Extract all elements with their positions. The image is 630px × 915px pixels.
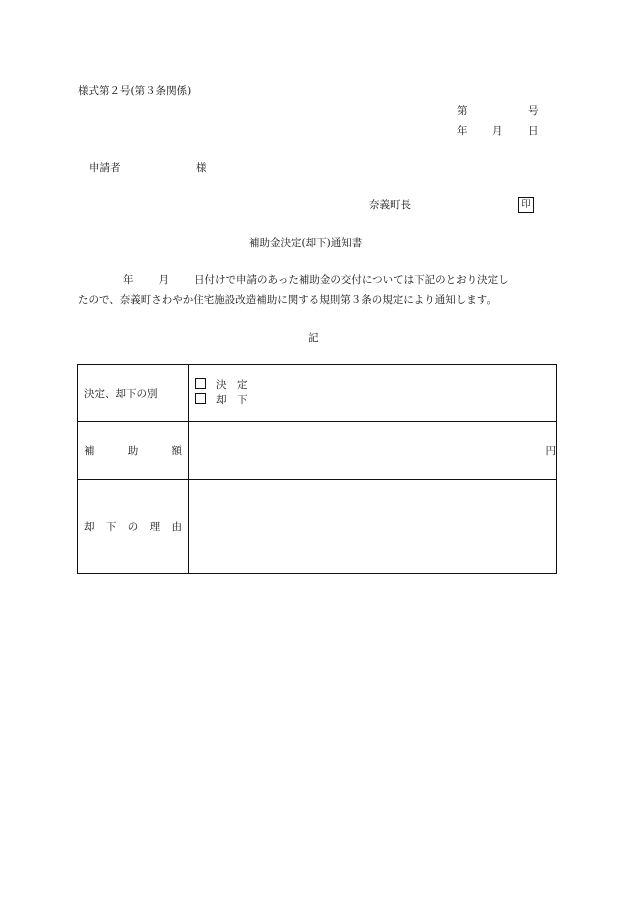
doc-number-suffix: 号 bbox=[528, 105, 539, 117]
amount-label-char: 補 bbox=[84, 444, 95, 457]
reason-label-char: 下 bbox=[105, 520, 117, 533]
document-title: 補助金決定(却下)通知書 bbox=[249, 237, 363, 249]
ki-heading: 記 bbox=[308, 332, 319, 344]
date-day: 日 bbox=[528, 125, 539, 137]
reason-label-char: の bbox=[127, 520, 139, 533]
reason-label-char: 却 bbox=[84, 520, 95, 533]
doc-number-prefix: 第 bbox=[457, 105, 468, 117]
reason-field[interactable] bbox=[189, 479, 557, 573]
form-number: 様式第２号(第３条関係) bbox=[78, 85, 192, 97]
applicant-label: 申請者 bbox=[89, 162, 121, 174]
row-reason bbox=[78, 479, 557, 573]
body-line-1 bbox=[78, 270, 558, 290]
amount-field[interactable] bbox=[189, 422, 557, 479]
issuer-name: 奈義町長 bbox=[369, 199, 411, 211]
body-month: 月 bbox=[158, 274, 169, 286]
date-month: 月 bbox=[492, 125, 503, 137]
body-line-2: たので、奈義町さわやか住宅施設改造補助に関する規則第３条の規定により通知します。 bbox=[78, 294, 497, 306]
reason-label-char: 由 bbox=[171, 520, 182, 533]
option-reject-label: 却 下 bbox=[216, 394, 248, 407]
body-year: 年 bbox=[123, 274, 134, 286]
row-amount bbox=[78, 422, 557, 479]
option-reject[interactable] bbox=[189, 393, 556, 408]
notice-body bbox=[78, 270, 558, 310]
reason-label-char: 理 bbox=[149, 520, 161, 533]
applicant-honorific: 様 bbox=[196, 162, 207, 174]
checkbox-icon[interactable] bbox=[195, 393, 206, 404]
amount-label bbox=[78, 422, 189, 479]
checkbox-icon[interactable] bbox=[195, 378, 206, 389]
decision-table bbox=[77, 364, 557, 574]
decision-options bbox=[189, 365, 557, 422]
row-decision bbox=[78, 365, 557, 422]
decision-label: 決定、却下の別 bbox=[78, 365, 189, 422]
body-text-1: 日付けで申請のあった補助金の交付については下記のとおり決定し bbox=[194, 274, 509, 286]
yen-unit: 円 bbox=[545, 444, 556, 457]
amount-label-char: 助 bbox=[127, 444, 139, 457]
option-approve-label: 決 定 bbox=[216, 379, 248, 392]
amount-label-char: 額 bbox=[171, 444, 182, 457]
reason-label bbox=[78, 479, 189, 573]
option-approve[interactable] bbox=[189, 378, 556, 393]
date-year: 年 bbox=[457, 125, 468, 137]
seal-stamp: 印 bbox=[518, 197, 534, 213]
